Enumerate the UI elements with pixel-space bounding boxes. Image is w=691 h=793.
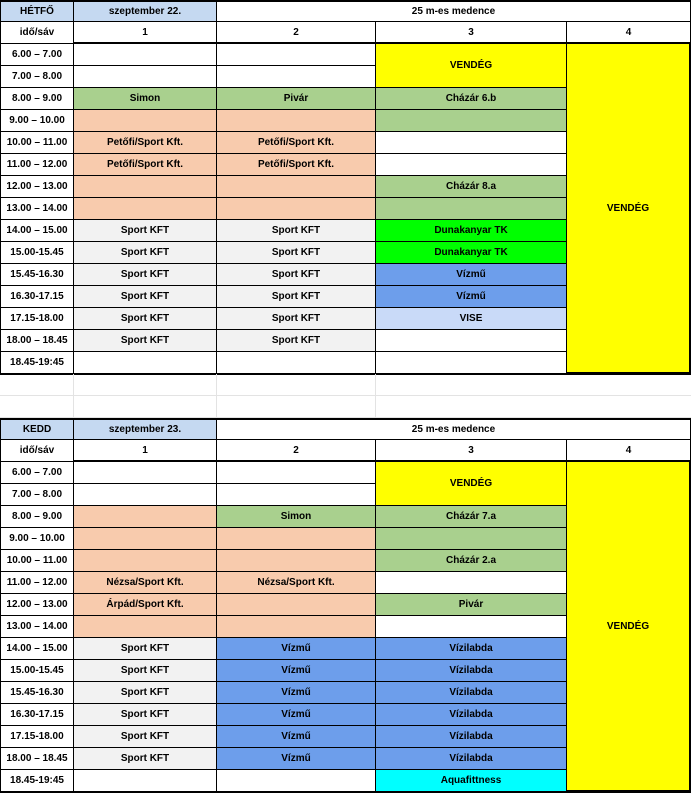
booking-fill (376, 528, 567, 550)
booking-cell: Cházár 8.a (376, 176, 567, 198)
empty-slot (217, 770, 376, 792)
time-slot: 13.00 – 14.00 (0, 198, 74, 220)
time-lane-header: idő/sáv (0, 440, 74, 462)
day-label: KEDD (0, 418, 74, 440)
time-slot: 18.00 – 18.45 (0, 330, 74, 352)
time-lane-header: idő/sáv (0, 22, 74, 44)
empty-slot (74, 44, 217, 66)
booking-cell: Sport KFT (217, 308, 376, 330)
booking-cell: VENDÉG (376, 44, 567, 88)
guest-block: VENDÉG (567, 462, 691, 792)
booking-fill (217, 616, 376, 638)
lane-header-3: 3 (376, 22, 567, 44)
booking-cell: Petőfi/Sport Kft. (217, 132, 376, 154)
booking-cell: Dunakanyar TK (376, 242, 567, 264)
booking-cell: Sport KFT (74, 682, 217, 704)
booking-cell: Sport KFT (74, 748, 217, 770)
pool-title: 25 m-es medence (217, 0, 691, 22)
booking-cell: Sport KFT (217, 330, 376, 352)
booking-cell: Sport KFT (217, 286, 376, 308)
booking-cell: VISE (376, 308, 567, 330)
booking-cell: Vízmű (376, 264, 567, 286)
empty-slot (217, 66, 376, 88)
booking-cell: Sport KFT (217, 264, 376, 286)
booking-cell: Cházár 2.a (376, 550, 567, 572)
booking-fill (74, 506, 217, 528)
time-slot: 15.00-15.45 (0, 242, 74, 264)
empty-slot (217, 484, 376, 506)
booking-cell: Vízmű (217, 726, 376, 748)
table-top-border (0, 0, 691, 2)
date-label: szeptember 22. (74, 0, 217, 22)
booking-cell: Sport KFT (74, 264, 217, 286)
booking-cell: Vízmű (217, 748, 376, 770)
table-top-border (0, 418, 691, 420)
time-slot: 15.45-16.30 (0, 682, 74, 704)
booking-cell: Vízmű (376, 286, 567, 308)
time-slot: 11.00 – 12.00 (0, 572, 74, 594)
empty-slot (376, 572, 567, 594)
time-slot: 12.00 – 13.00 (0, 176, 74, 198)
booking-cell: Vízmű (217, 704, 376, 726)
spacer-gridline (216, 374, 217, 418)
booking-cell: Sport KFT (74, 242, 217, 264)
booking-cell: Vízmű (217, 682, 376, 704)
booking-cell: Sport KFT (74, 638, 217, 660)
empty-slot (74, 462, 217, 484)
time-slot: 10.00 – 11.00 (0, 132, 74, 154)
lane-header-1: 1 (74, 22, 217, 44)
booking-fill (217, 198, 376, 220)
booking-cell: Cházár 7.a (376, 506, 567, 528)
time-slot: 16.30-17.15 (0, 704, 74, 726)
empty-slot (217, 44, 376, 66)
booking-cell: Sport KFT (74, 330, 217, 352)
time-slot: 15.00-15.45 (0, 660, 74, 682)
time-slot: 18.00 – 18.45 (0, 748, 74, 770)
lane-header-2: 2 (217, 440, 376, 462)
booking-fill (217, 594, 376, 616)
booking-cell: Nézsa/Sport Kft. (217, 572, 376, 594)
time-slot: 7.00 – 8.00 (0, 484, 74, 506)
booking-cell: Petőfi/Sport Kft. (74, 154, 217, 176)
empty-slot (376, 132, 567, 154)
empty-slot (376, 352, 567, 374)
time-slot: 7.00 – 8.00 (0, 66, 74, 88)
empty-slot (217, 462, 376, 484)
empty-slot (217, 352, 376, 374)
guest-block: VENDÉG (567, 44, 691, 374)
time-slot: 9.00 – 10.00 (0, 528, 74, 550)
booking-fill (74, 616, 217, 638)
booking-cell: Simon (217, 506, 376, 528)
booking-fill (217, 110, 376, 132)
lane-header-1: 1 (74, 440, 217, 462)
booking-fill (74, 528, 217, 550)
booking-cell: Vízmű (217, 638, 376, 660)
date-label: szeptember 23. (74, 418, 217, 440)
booking-cell: VENDÉG (376, 462, 567, 506)
booking-cell: Vízilabda (376, 726, 567, 748)
booking-cell: Aquafittness (376, 770, 567, 792)
booking-cell: Sport KFT (74, 704, 217, 726)
time-slot: 14.00 – 15.00 (0, 638, 74, 660)
time-slot: 9.00 – 10.00 (0, 110, 74, 132)
empty-slot (74, 770, 217, 792)
booking-fill (376, 110, 567, 132)
time-slot: 17.15-18.00 (0, 308, 74, 330)
time-slot: 18.45-19:45 (0, 770, 74, 792)
empty-slot (376, 616, 567, 638)
booking-cell: Árpád/Sport Kft. (74, 594, 217, 616)
booking-cell: Sport KFT (217, 242, 376, 264)
lane-header-4: 4 (567, 22, 691, 44)
booking-cell: Petőfi/Sport Kft. (74, 132, 217, 154)
lane-header-4: 4 (567, 440, 691, 462)
pool-title: 25 m-es medence (217, 418, 691, 440)
booking-cell: Sport KFT (74, 660, 217, 682)
booking-fill (74, 176, 217, 198)
time-slot: 12.00 – 13.00 (0, 594, 74, 616)
lane-header-3: 3 (376, 440, 567, 462)
booking-cell: Sport KFT (74, 308, 217, 330)
lane-header-2: 2 (217, 22, 376, 44)
time-slot: 15.45-16.30 (0, 264, 74, 286)
booking-cell: Sport KFT (74, 220, 217, 242)
spacer-rows (0, 374, 691, 418)
booking-cell: Sport KFT (74, 726, 217, 748)
time-slot: 13.00 – 14.00 (0, 616, 74, 638)
time-slot: 8.00 – 9.00 (0, 506, 74, 528)
spacer-gridline (73, 374, 74, 418)
time-slot: 6.00 – 7.00 (0, 44, 74, 66)
booking-cell: Vízilabda (376, 682, 567, 704)
booking-cell: Vízilabda (376, 704, 567, 726)
day-label: HÉTFŐ (0, 0, 74, 22)
booking-cell: Cházár 6.b (376, 88, 567, 110)
booking-fill (74, 198, 217, 220)
empty-slot (74, 352, 217, 374)
time-slot: 18.45-19:45 (0, 352, 74, 374)
booking-cell: Vízilabda (376, 748, 567, 770)
booking-fill (217, 176, 376, 198)
booking-cell: Dunakanyar TK (376, 220, 567, 242)
booking-cell: Sport KFT (74, 286, 217, 308)
time-slot: 16.30-17.15 (0, 286, 74, 308)
booking-cell: Pivár (376, 594, 567, 616)
empty-slot (376, 330, 567, 352)
time-slot: 11.00 – 12.00 (0, 154, 74, 176)
booking-cell: Vízilabda (376, 638, 567, 660)
booking-cell: Petőfi/Sport Kft. (217, 154, 376, 176)
booking-fill (74, 550, 217, 572)
booking-cell: Nézsa/Sport Kft. (74, 572, 217, 594)
booking-cell: Simon (74, 88, 217, 110)
booking-cell: Vízmű (217, 660, 376, 682)
time-slot: 8.00 – 9.00 (0, 88, 74, 110)
spacer-gridline (375, 374, 376, 418)
booking-fill (217, 550, 376, 572)
empty-slot (74, 66, 217, 88)
empty-slot (376, 154, 567, 176)
booking-fill (217, 528, 376, 550)
time-slot: 6.00 – 7.00 (0, 462, 74, 484)
time-slot: 14.00 – 15.00 (0, 220, 74, 242)
booking-cell: Sport KFT (217, 220, 376, 242)
booking-fill (74, 110, 217, 132)
booking-cell: Pivár (217, 88, 376, 110)
empty-slot (74, 484, 217, 506)
time-slot: 10.00 – 11.00 (0, 550, 74, 572)
time-slot: 17.15-18.00 (0, 726, 74, 748)
booking-fill (376, 198, 567, 220)
booking-cell: Vízilabda (376, 660, 567, 682)
